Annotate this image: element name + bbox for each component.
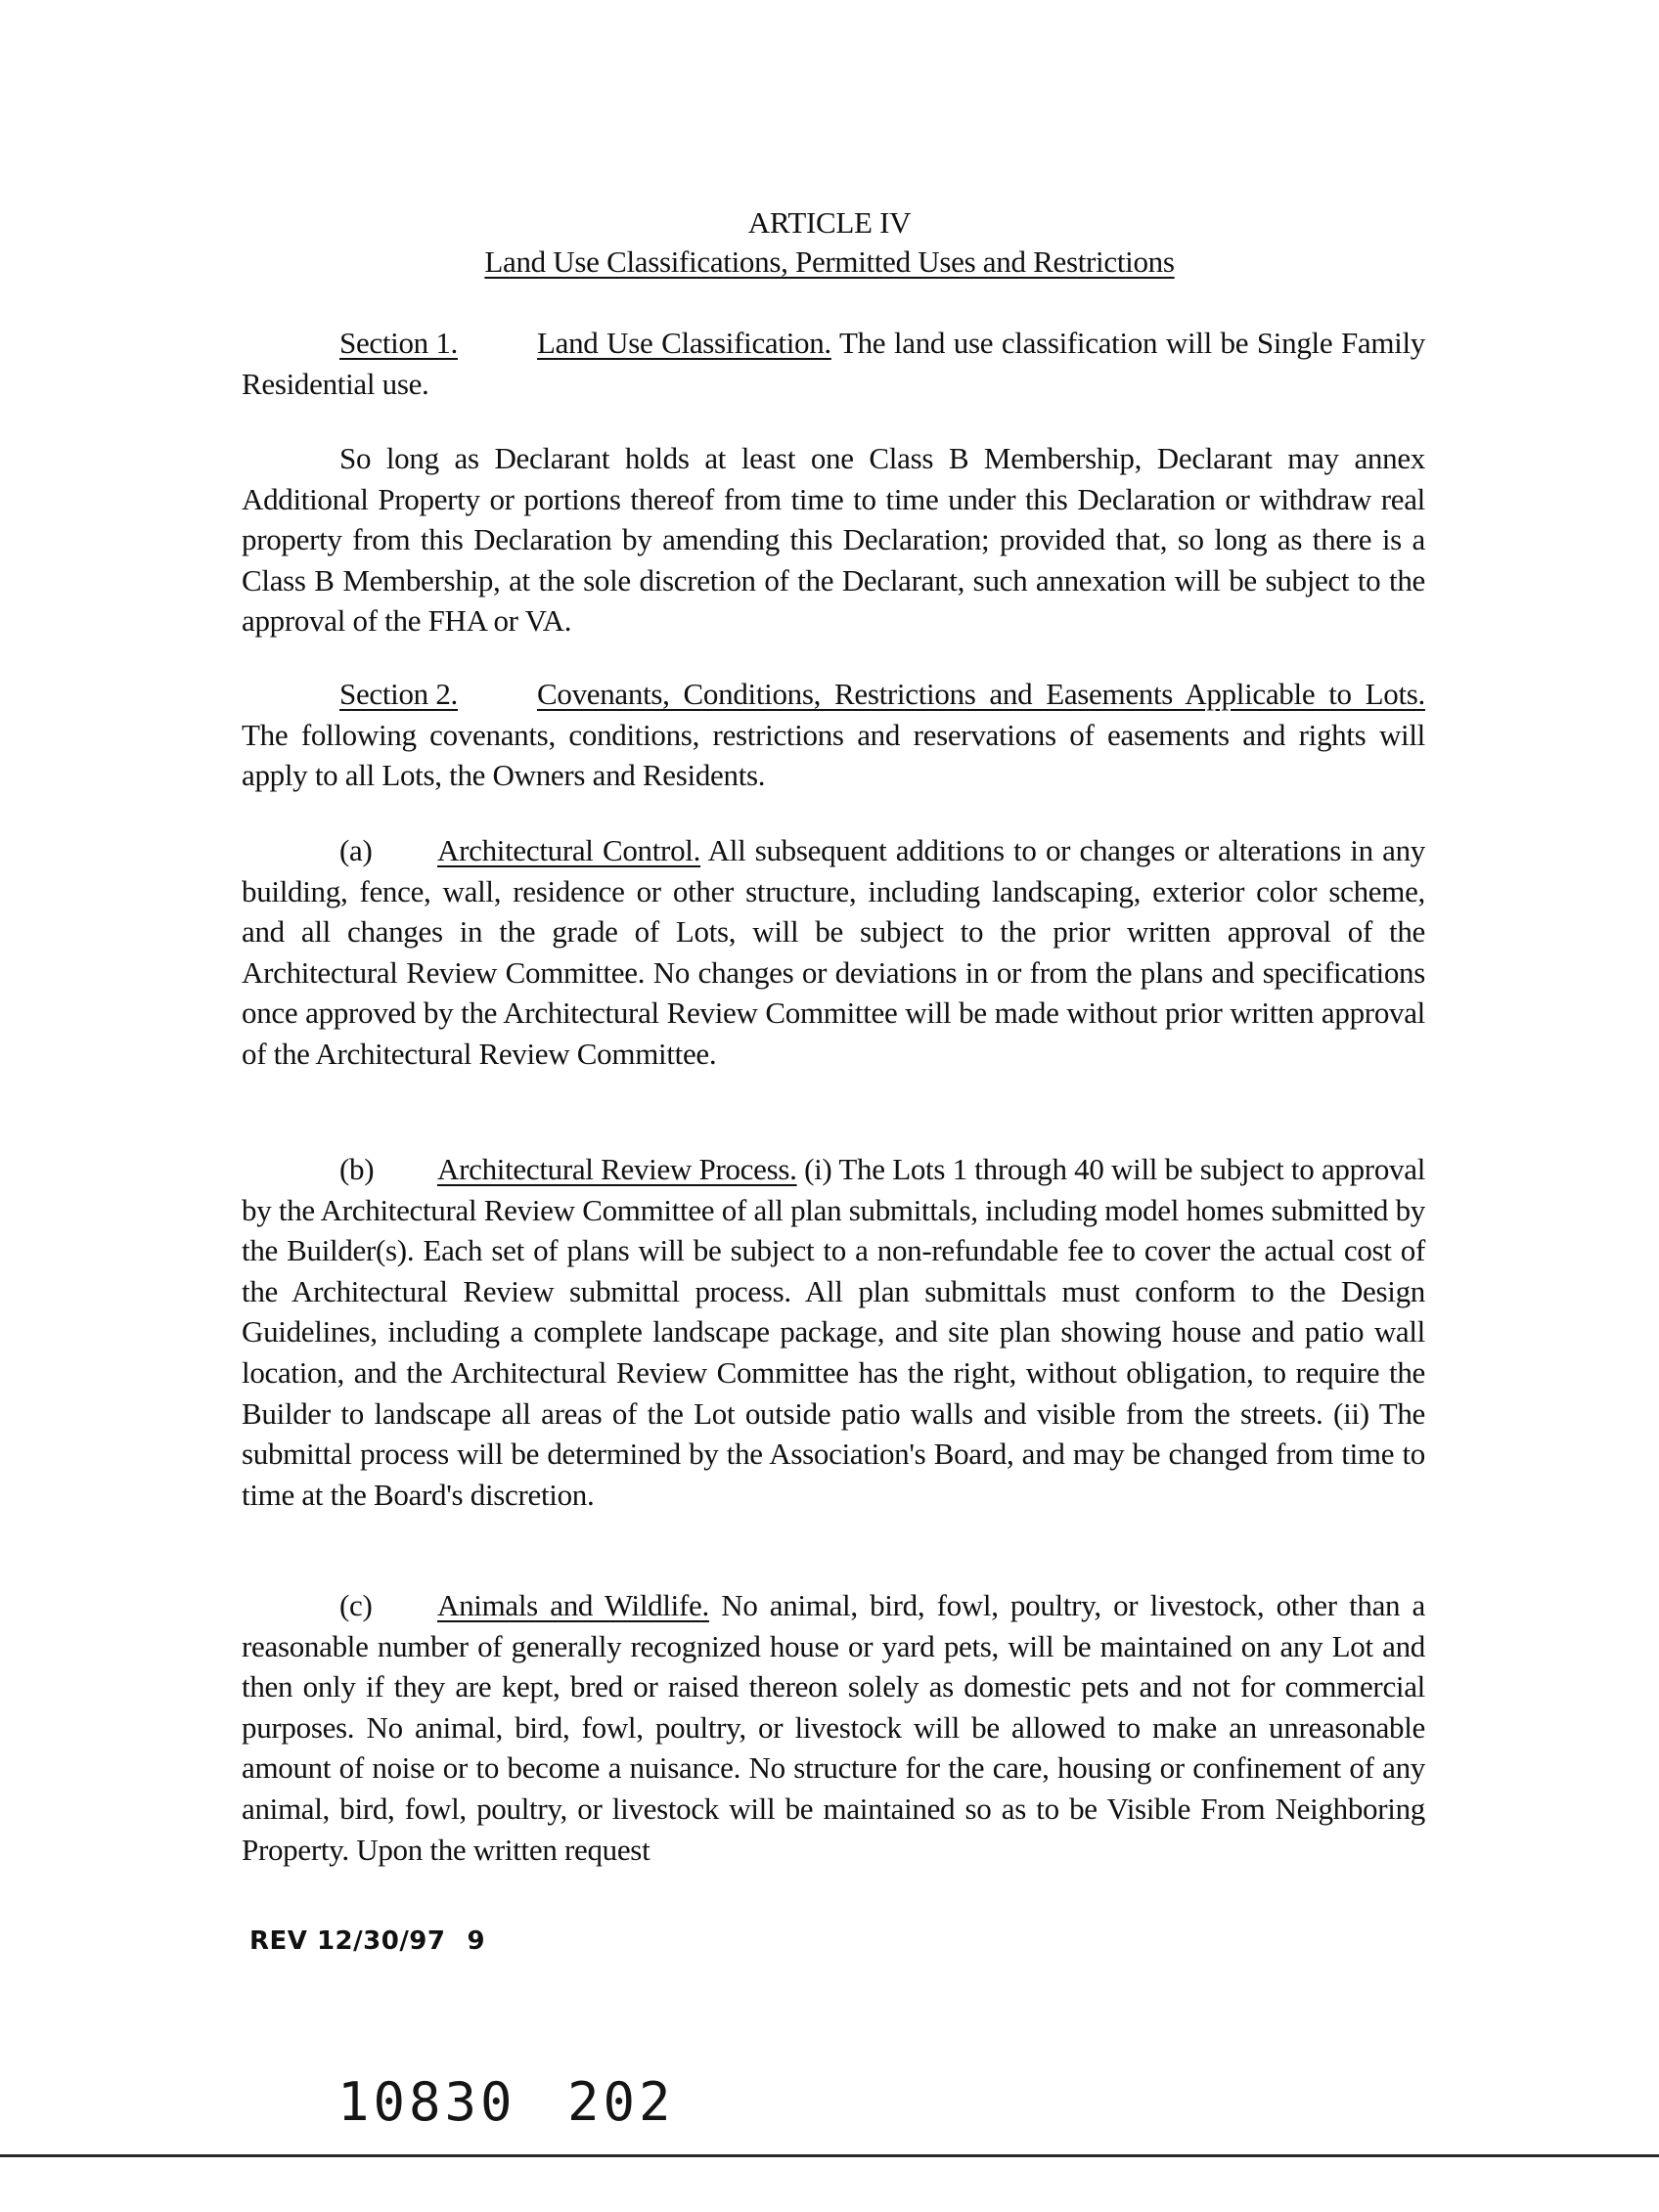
revision-footer	[249, 1926, 485, 1956]
section-1-paragraph	[242, 323, 1425, 404]
section-2-paragraph	[242, 674, 1425, 796]
subsection-b-paragraph	[242, 1149, 1425, 1515]
section-2-text: The following covenants, conditions, restrictions and reservations of easements and rights will apply to all Lots, the Owners and Residents.	[242, 717, 1425, 793]
subsection-b-heading: Architectural Review Process.	[437, 1152, 797, 1186]
recording-page-number: 202	[567, 2071, 675, 2133]
subsection-a-heading: Architectural Control.	[437, 833, 701, 867]
annexation-paragraph	[242, 438, 1425, 641]
subsection-a-label: (a)	[339, 833, 373, 867]
bottom-rule	[0, 2154, 1659, 2157]
revision-date: REV 12/30/97	[249, 1926, 446, 1956]
section-1-label: Section 1.	[339, 326, 458, 360]
subsection-c-heading: Animals and Wildlife.	[437, 1588, 709, 1622]
annexation-text: So long as Declarant holds at least one Class B Membership, Declarant may annex Additional Property or portions thereof from time to time under this Declaration or withdraw real property from this Declaration by amending this Declaration; provided that, so long as there is a Class B Membership, at the sole discretion of the Declarant, such annexation will be subject to the approval of the FHA or VA.	[242, 441, 1425, 639]
section-2-heading: Covenants, Conditions, Restrictions and Easements Applicable to Lots.	[537, 677, 1425, 711]
subsection-b-text: (i) The Lots 1 through 40 will be subject to approval by the Architectural Review Committee of all plan submittals, including model homes submitted by the Builder(s). Each set of plans will be subject to a non-refundable fee to cover the actual cost of the Architectural Review submittal process. All plan submittals must conform to the Design Guidelines, including a complete landscape package, and site plan showing house and patio wall location, and the Architectural Review Committee has the right, without obligation, to require the Builder to landscape all areas of the Lot outside patio walls and visible from the streets. (ii) The submittal process will be determined by the Association's Board, and may be changed from time to time at the Board's discretion.	[242, 1152, 1426, 1512]
section-2-label: Section 2.	[339, 677, 458, 711]
subsection-a-text: All subsequent additions to or changes or alterations in any building, fence, wall, residence or other structure, including landscaping, exterior color scheme, and all changes in the grade of Lots, will be subject to the prior written approval of the Architectural Review Committee. No changes or deviations in or from the plans and specifications once approved by the Architectural Review Committee will be made without prior written approval of the Architectural Review Committee.	[242, 833, 1425, 1071]
page-number: 9	[467, 1926, 486, 1956]
subsection-c-text: No animal, bird, fowl, poultry, or livestock, other than a reasonable number of generally recognized house or yard pets, will be maintained on any Lot and then only if they are kept, bred or raised thereon solely as domestic pets and not for commercial purposes. No animal, bird, fowl, poultry, or livestock will be allowed to make an unreasonable amount of noise or to become a nuisance. No structure for the care, housing or confinement of any animal, bird, fowl, poultry, or livestock will be maintained so as to be Visible From Neighboring Property. Upon the written request	[242, 1588, 1425, 1867]
article-subtitle-text: Land Use Classifications, Permitted Uses and Restrictions	[484, 244, 1175, 279]
subsection-b-label: (b)	[339, 1152, 375, 1186]
subsection-a-paragraph	[242, 830, 1425, 1075]
section-1-heading: Land Use Classification.	[537, 326, 831, 360]
subsection-c-paragraph	[242, 1585, 1425, 1870]
article-subtitle	[88, 243, 1571, 282]
article-title: ARTICLE IV	[747, 205, 912, 240]
recording-book-number: 10830	[337, 2071, 516, 2133]
section-1-text: The land use classification will be Single Family Residential use.	[242, 326, 1425, 401]
subsection-c-label: (c)	[339, 1588, 373, 1622]
